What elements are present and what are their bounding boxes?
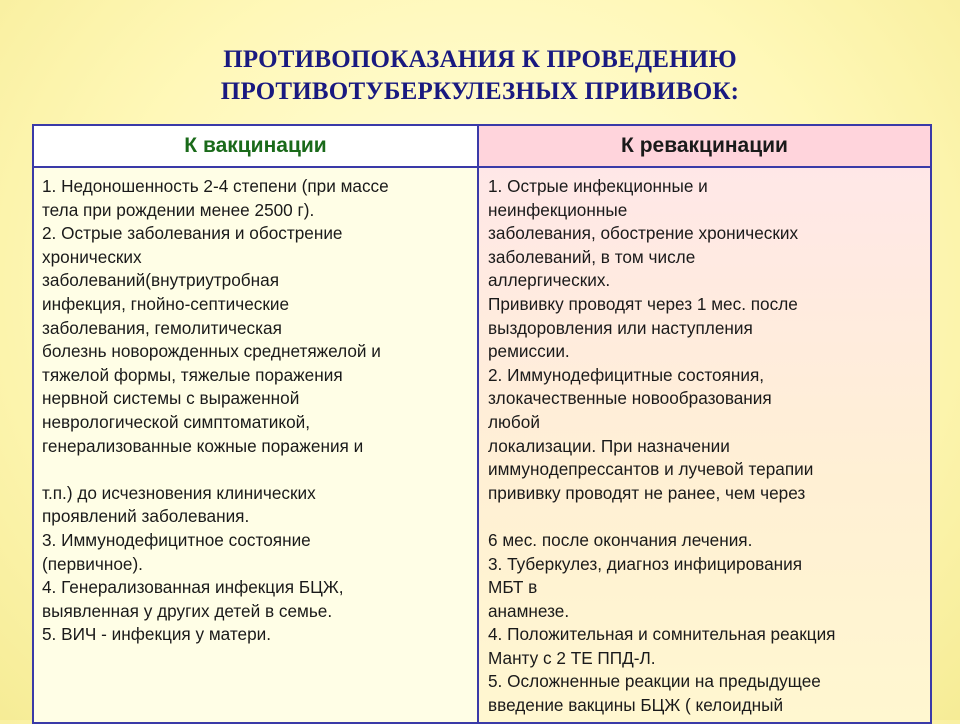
vaccination-column	[34, 126, 479, 722]
title-line-2: ПРОТИВОТУБЕРКУЛЕЗНЫХ ПРИВИВОК:	[220, 78, 740, 105]
contraindications-table	[32, 124, 932, 724]
revaccination-header: К ревакцинации	[479, 126, 930, 168]
vaccination-contraindications-text: 1. Недоношенность 2-4 степени (при массе тела при рождении менее 2500 г). 2. Острые заболевания и обострение хронических заболеваний(внутриутробная инфекция, гнойно-септические заболевания, гемолитическая болезнь новорожденных среднетяжелой и тяжелой формы, тяжелые поражения нервной системы с выраженной неврологической симптоматикой, генерализованные кожные поражения и т.п.) до исчезновения клинических проявлений заболевания. 3. Иммунодефицитное состояние (первичное). 4. Генерализованная инфекция БЦЖ, выявленная у других детей в семье. 5. ВИЧ - инфекция у матери.	[42, 176, 389, 645]
title-line-1: ПРОТИВОПОКАЗАНИЯ К ПРОВЕДЕНИЮ	[223, 46, 737, 73]
revaccination-column	[479, 126, 930, 722]
slide-title	[0, 44, 960, 108]
revaccination-contraindications-text: 1. Острые инфекционные и неинфекционные заболевания, обострение хронических заболеваний, в том числе аллергических. Прививку проводят через 1 мес. после выздоровления или наступления ремиссии. 2. Иммунодефицитные состояния, злокачественные новообразования любой локализации. При назначении иммунодепрессантов и лучевой терапии прививку проводят не ранее, чем через 6 мес. после окончания лечения. 3. Туберкулез, диагноз инфицирования МБТ в анамнезе. 4. Положительная и сомнительная реакция Манту с 2 ТЕ ППД-Л. 5. Осложненные реакции на предыдущее введение вакцины БЦЖ ( келоидный	[488, 176, 836, 716]
vaccination-header: К вакцинации	[34, 126, 477, 168]
